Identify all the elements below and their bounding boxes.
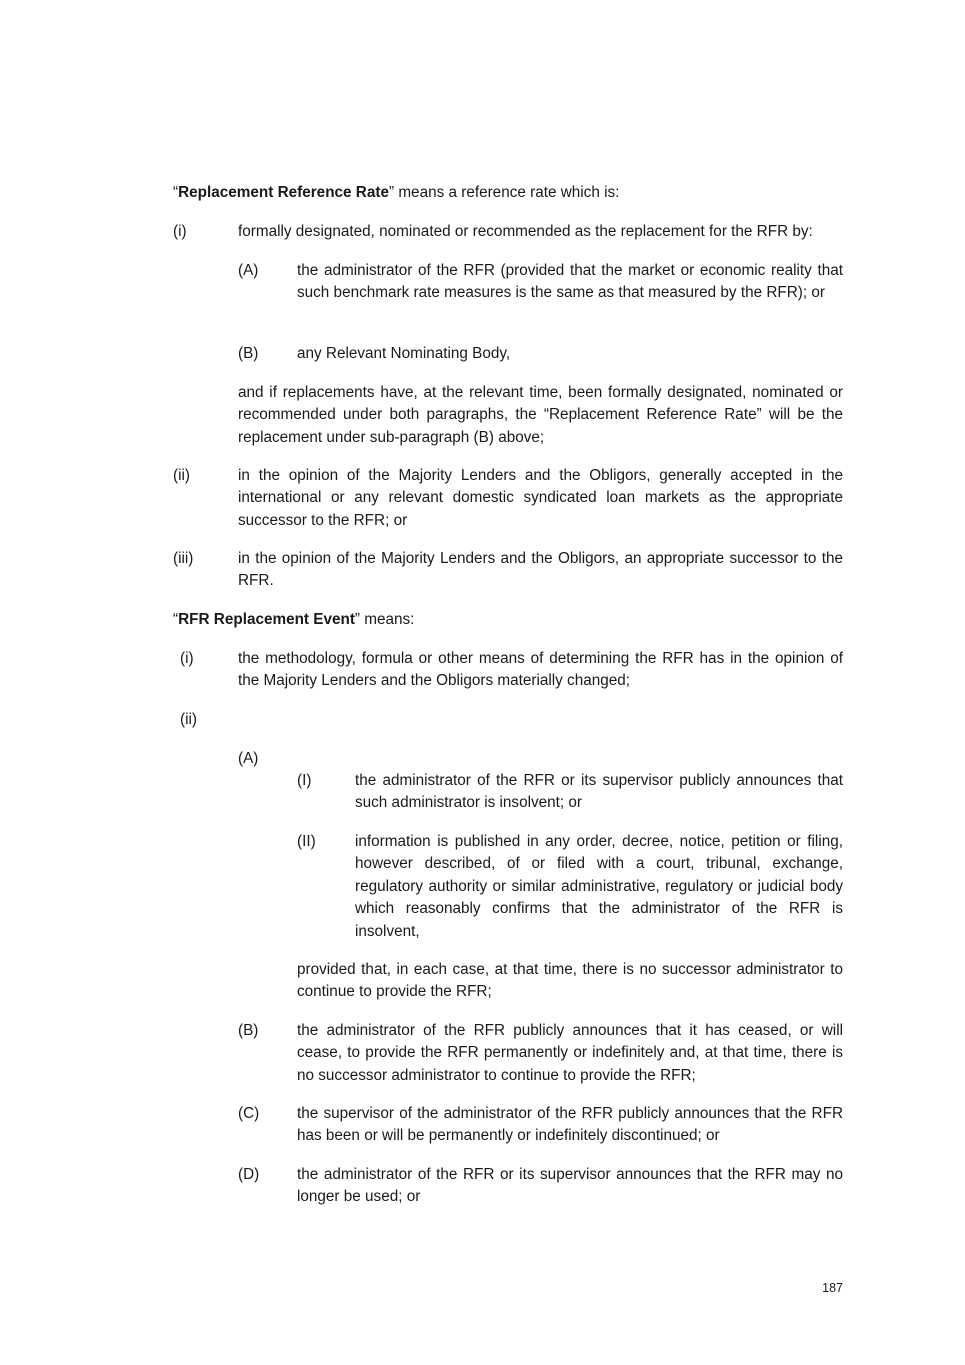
subitem-label: (B) xyxy=(238,345,259,362)
item-text: in the opinion of the Majority Lenders and the Obligors, an appropriate successor to the RFR. xyxy=(238,550,843,590)
definition-rfr-replacement-event xyxy=(173,609,853,631)
subsubitem-text: information is published in any order, decree, notice, petition or filing, however described, of or filed with a court, tribunal, exchange, regulatory authority or similar administrative, regulatory or judicial body which reasonably confirms that the administrator of the RFR is insolvent, xyxy=(355,833,843,940)
paragraph: and if replacements have, at the relevant time, been formally designated, nominated or recommended under both paragraphs, the “Replacement Reference Rate” will be the replacement under sub-paragraph (B) above; xyxy=(238,384,843,446)
subitem-label: (D) xyxy=(238,1166,260,1183)
subitem-text: the administrator of the RFR (provided that the market or economic reality that such benchmark rate measures is the same as that measured by the RFR); or xyxy=(297,262,843,302)
subitem-label: (C) xyxy=(238,1105,260,1122)
open-quote: “ xyxy=(173,611,179,628)
subitem-text: the supervisor of the administrator of the RFR publicly announces that the RFR has been or will be permanently or indefinitely discontinued; or xyxy=(297,1105,843,1145)
item-label: (i) xyxy=(180,650,194,667)
subitem-label: (B) xyxy=(238,1022,259,1039)
subitem-text: the administrator of the RFR publicly announces that it has ceased, or will cease, to provide the RFR permanently or indefinitely and, at that time, there is no successor administrator to continue to provide the RFR; xyxy=(297,1022,843,1084)
definition-replacement-reference-rate xyxy=(173,182,853,204)
subitem-text: any Relevant Nominating Body, xyxy=(297,345,511,362)
paragraph: provided that, in each case, at that time, there is no successor administrator to continue to provide the RFR; xyxy=(297,961,843,1001)
subsubitem-label: (II) xyxy=(297,833,316,850)
subsubitem-text: the administrator of the RFR or its supervisor publicly announces that such administrator is insolvent; or xyxy=(355,772,843,812)
definition-lead: ” means a reference rate which is: xyxy=(388,184,620,201)
item-label: (ii) xyxy=(180,711,197,728)
item-label: (ii) xyxy=(173,467,190,484)
item-text: in the opinion of the Majority Lenders and the Obligors, generally accepted in the international or any relevant domestic syndicated loan markets as the appropriate successor to the RFR; or xyxy=(238,467,843,529)
open-quote: “ xyxy=(173,184,179,201)
subitem-text: the administrator of the RFR or its supervisor announces that the RFR may no longer be used; or xyxy=(297,1166,843,1206)
item-label: (iii) xyxy=(173,550,194,567)
defined-term: Replacement Reference Rate xyxy=(178,184,389,201)
definition-lead: ” means: xyxy=(354,611,415,628)
subsubitem-label: (I) xyxy=(297,772,312,789)
page-number: 187 xyxy=(822,1281,843,1295)
item-text: formally designated, nominated or recommended as the replacement for the RFR by: xyxy=(238,223,813,240)
item-text: the methodology, formula or other means of determining the RFR has in the opinion of the Majority Lenders and the Obligors materially changed; xyxy=(238,650,843,690)
defined-term: RFR Replacement Event xyxy=(178,611,355,628)
item-label: (i) xyxy=(173,223,187,240)
subitem-label: (A) xyxy=(238,262,259,279)
subitem-label: (A) xyxy=(238,750,259,767)
